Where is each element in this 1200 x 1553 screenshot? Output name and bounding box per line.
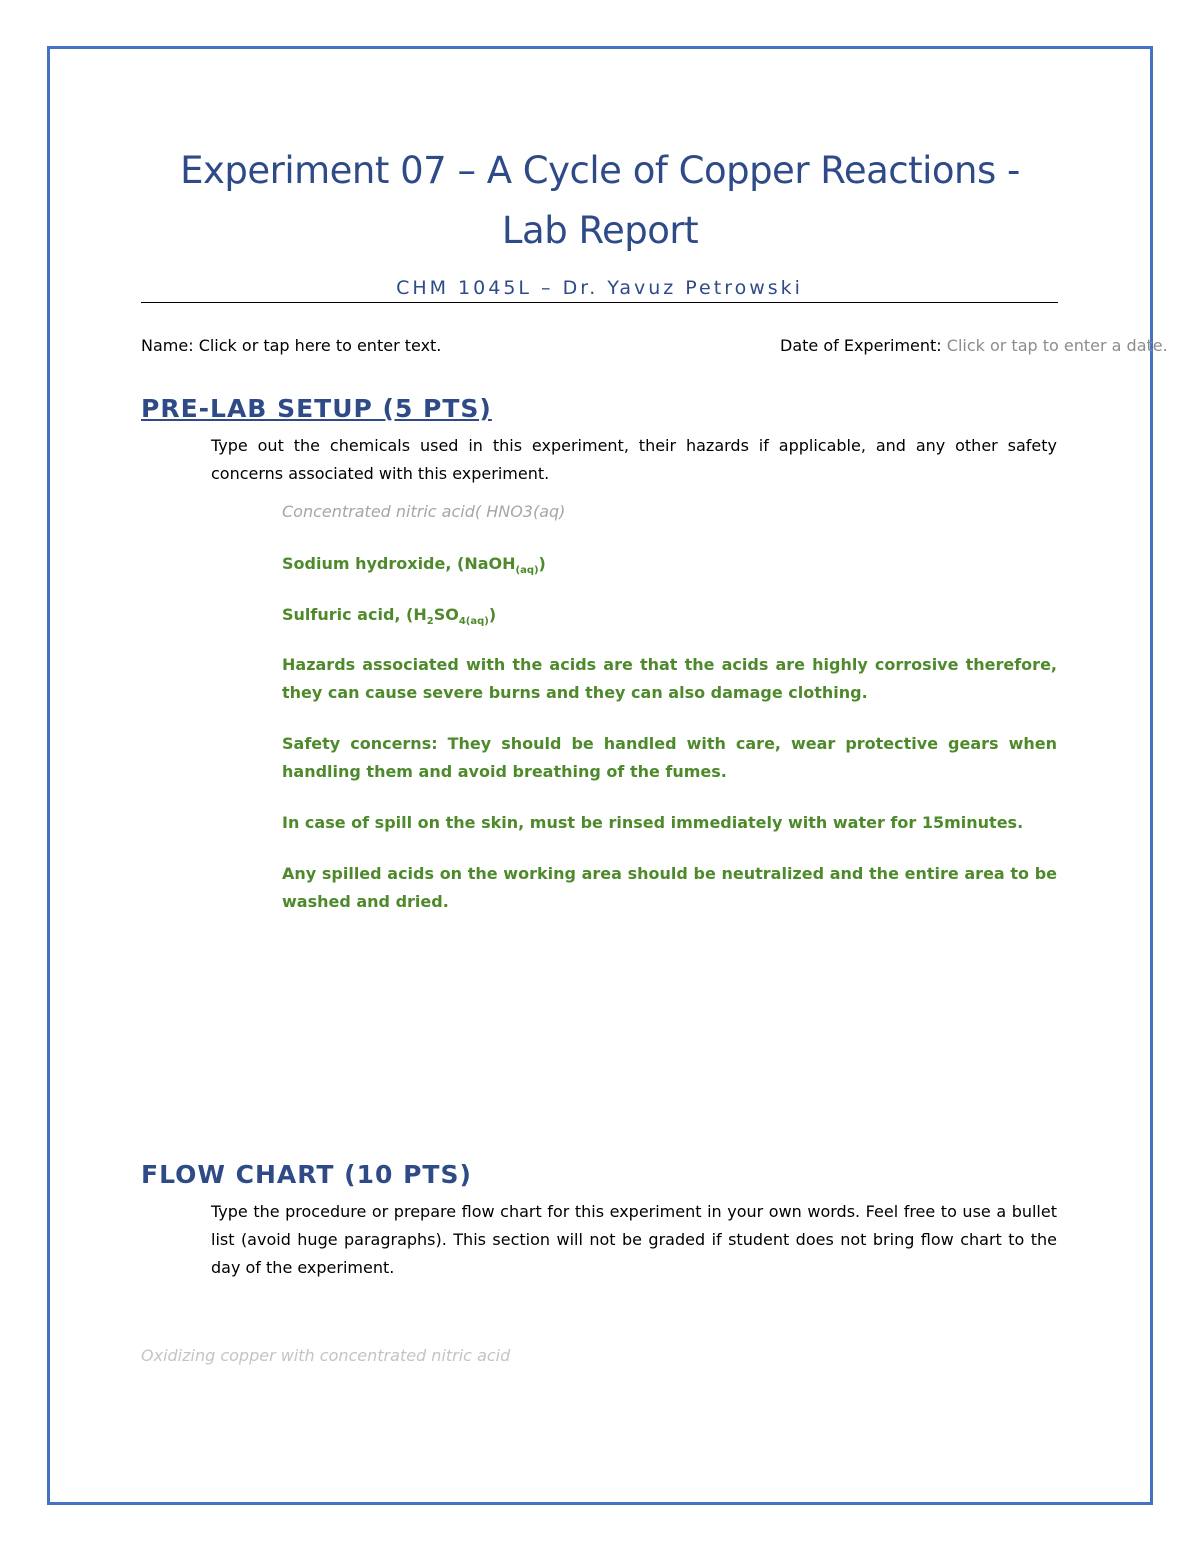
document-title-line2: Lab Report [501,209,699,252]
spill-area-paragraph[interactable]: Any spilled acids on the working area should be neutralized and the entire area to be washed and dried. [282,864,1057,911]
safety-paragraph[interactable]: Safety concerns: They should be handled with care, wear protective gears when handling them and avoid breathing of the fumes. [282,734,1057,781]
date-label: Date of Experiment: [780,336,942,355]
chem2-close: ) [488,605,497,624]
flowchart-answer-placeholder[interactable]: Oxidizing copper with concentrated nitric acid [141,1346,511,1365]
document-title-line1: Experiment 07 – A Cycle of Copper Reactions - [180,149,1020,192]
prelab-prompt: Type out the chemicals used in this experiment, their hazards if applicable, and any other safety concerns associated with this experiment. [211,436,1057,483]
chem2-subscript-4aq: 4(aq) [458,616,489,628]
date-field [780,336,1168,355]
chemical-sulfuric-acid[interactable] [282,601,1057,636]
hazards-paragraph[interactable]: Hazards associated with the acids are that the acids are highly corrosive therefore, they can cause severe burns and they can also damage clothing. [282,655,1057,702]
chem2-subscript-2: 2 [426,616,434,628]
prelab-answer-placeholder[interactable]: Concentrated nitric acid( HNO3(aq) [282,502,566,521]
chem2-mid: SO [433,605,459,624]
name-label: Name: [141,336,194,355]
flowchart-heading: FLOW CHART (10 PTS) [141,1160,472,1189]
flowchart-prompt: Type the procedure or prepare flow chart for this experiment in your own words. Feel free to use a bullet list (avoid huge paragraphs). This section will not be graded if student does not bring flow chart to the day of the experiment. [211,1202,1057,1277]
chem1-close: ) [538,554,546,573]
spill-skin-paragraph[interactable]: In case of spill on the skin, must be rinsed immediately with water for 15minutes. [282,813,1024,832]
chemical-sodium-hydroxide[interactable] [282,550,1057,585]
document-subtitle: CHM 1045L – Dr. Yavuz Petrowski [396,277,803,299]
chem1-subscript: (aq) [515,565,539,577]
name-field [141,336,441,355]
date-input[interactable]: Click or tap to enter a date. [946,336,1168,355]
prelab-heading: PRE-LAB SETUP (5 PTS) [141,394,492,423]
chem1-text: Sodium hydroxide, (NaOH [282,554,516,573]
title-divider [141,302,1058,303]
chem2-text: Sulfuric acid, (H [282,605,427,624]
name-input[interactable]: Click or tap here to enter text. [198,336,442,355]
